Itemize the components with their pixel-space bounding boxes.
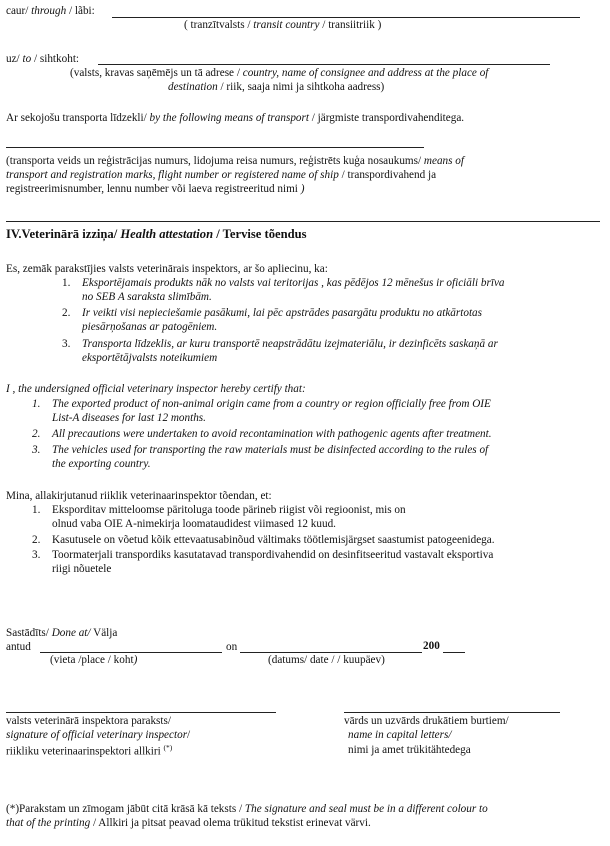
footnote-line2: that of the printing / Allkiri ja pitsat peavad olema trükitud tekstist erinevat värvi. [6,817,371,829]
done-label-antud: antud [6,641,31,653]
name-input-line[interactable] [344,712,560,713]
estonian-intro: Mina, allakirjutanud riiklik veterinaarinspektor tõendan, et: [6,490,272,502]
transport-note-line2: transport and registration marks, flight number or registered name of ship / transpordivahend ja [6,169,437,181]
english-intro: I , the undersigned official veterinary inspector hereby certify that: [6,383,306,395]
to-caption-line1: (valsts, kravas saņēmējs un tā adrese / country, name of consignee and address at the place of [70,67,489,79]
signature-input-line[interactable] [6,712,276,713]
transport-note-line1: (transporta veids un reģistrācijas numurs, lidojuma reisa numurs, reģistrēts kuģa nosaukums/ means of [6,155,464,167]
done-label: Sastādīts/ Done at/ Välja [6,627,118,639]
on-label: on [226,641,238,653]
signature-caption: valsts veterinārā inspektora paraksts/ signature of official veterinary inspector/ riikliku veterinaarinspektori allkiri (*) [6,715,191,758]
via-label-en: through [31,5,67,17]
english-item-3: 3. The vehicles used for transporting the raw materials must be disinfected according to the rules of the exporting country. [32,444,489,471]
date-caption: (datums/ date / / kuupäev) [268,654,385,666]
section-heading: IV.Veterinārā izziņa/ Health attestation / Tervise tõendus [6,227,307,241]
transport-note-line3: registreerimisnumber, lennu number või laeva registreeritud nimi ) [6,183,305,195]
latvian-item-2: 2. Ir veikti visi nepieciešamie pasākumi, lai pēc apstrādes pasargātu produktu no atkārtotas piesārņošanas ar patogēniem. [62,307,482,334]
name-caption: vārds un uzvārds drukātiem burtiem/ name in capital letters/ nimi ja amet trükitähtedega [344,715,509,756]
via-label [6,4,95,18]
via-caption: ( tranzītvalsts / transit country / transiitriik ) [184,19,382,31]
year-prefix: 200 [423,640,440,652]
latvian-intro: Es, zemāk parakstījies valsts veterinārais inspektors, ar šo apliecinu, ka: [6,263,328,275]
estonian-item-3: 3. Toormaterjali transpordiks kasutatavad transpordivahendid on desinfitseeritud vastavalt eksportiva riigi nõuetele [32,549,494,576]
transport-input-line[interactable] [6,147,424,148]
section-divider [6,221,600,222]
estonian-item-1: 1. Eksporditav mitteloomse päritoluga toode pärineb riigist või regioonist, mis on olnud vaba OIE A-nimekirja loomataudidest viimased 12 kuud. [32,504,406,531]
year-input-line[interactable] [443,652,465,653]
english-item-2: 2. All precautions were undertaken to avoid recontamination with pathogenic agents after treatment. [32,428,492,440]
transport-sentence: Ar sekojošu transporta līdzekli/ by the following means of transport / järgmiste transpordivahenditega. [6,112,465,124]
to-input-line[interactable] [98,64,550,65]
latvian-item-3: 3. Transporta līdzeklis, ar kuru transportē neapstrādātu izejmateriālu, ir dezinficēts saskaņā ar eksportētājvalsts noteikumiem [62,338,498,365]
to-label: uz/ to / sihtkoht: [6,53,80,65]
latvian-item-1: 1. Eksportējamais produkts nāk no valsts vai teritorijas , kas pēdējos 12 mēnešus ir oficiāli brīva no SEB A saraksta slimībām. [62,277,505,304]
place-caption: (vieta /place / koht) [50,654,138,666]
footnote-line1: (*)Parakstam un zīmogam jābūt citā krāsā kā teksts / The signature and seal must be in a different colour to [6,803,488,815]
english-item-1: 1. The exported product of non-animal origin came from a country or region officially free from OIE List-A diseases for last 12 months. [32,398,491,425]
estonian-item-2: 2. Kasutusele on võetud kõik ettevaatusabinõud vältimaks töötlemisjärgset saastumist patogeenidega. [32,534,495,546]
via-label-et: / lãbi: [68,5,95,17]
via-label-lv: caur/ [6,5,29,17]
to-caption-line2: destination / riik, saaja nimi ja sihtkoha aadress) [168,81,385,93]
